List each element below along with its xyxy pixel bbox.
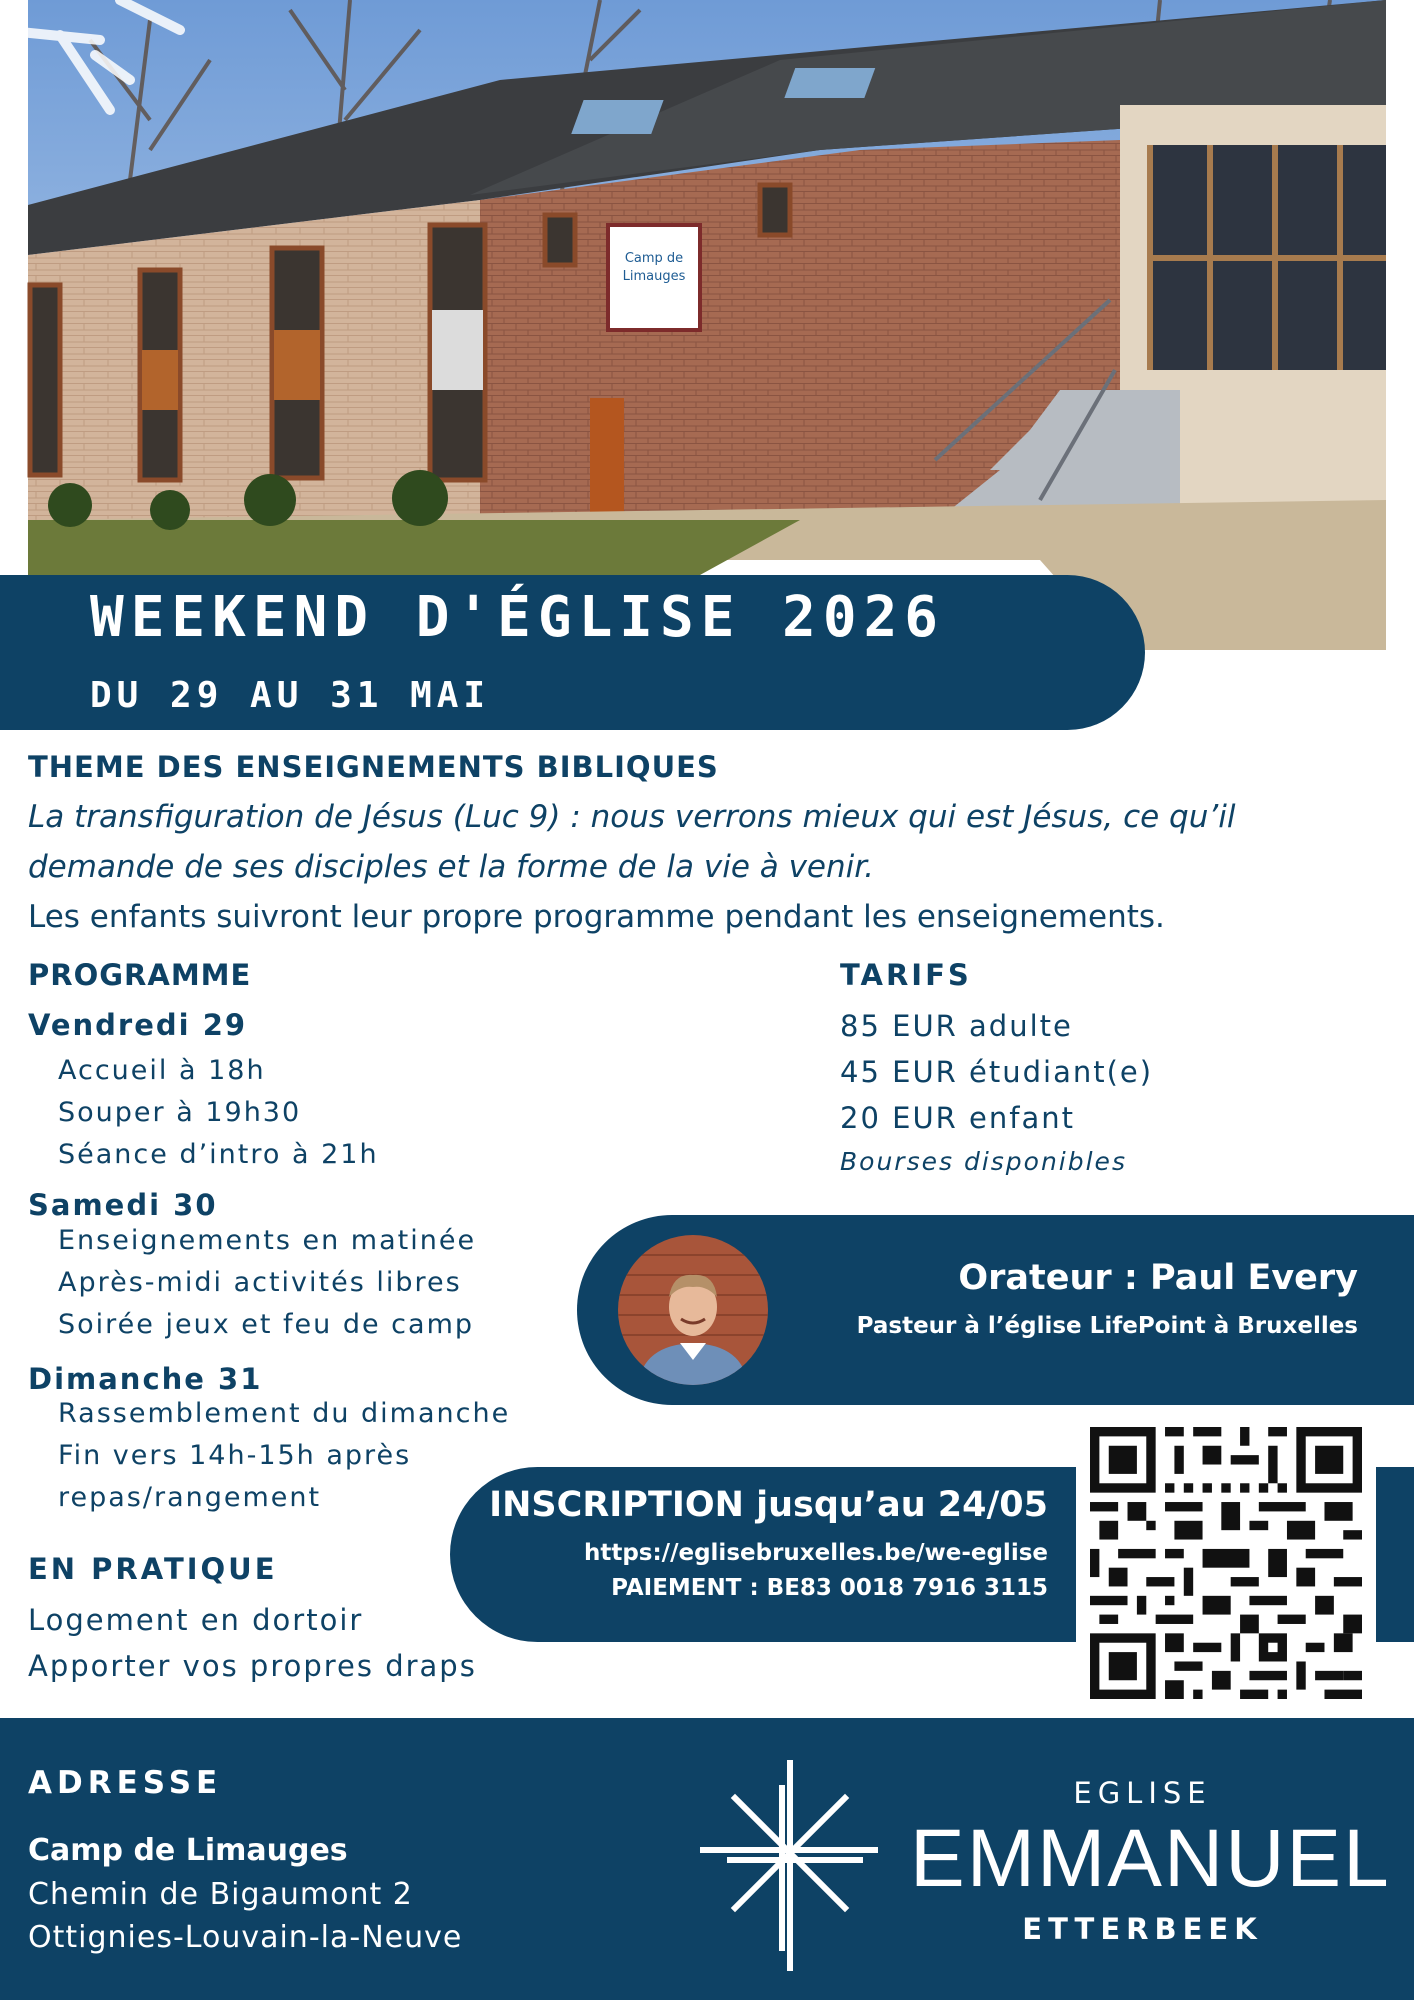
programme-saturday-list (58, 1220, 476, 1346)
tarif-item: 85 EUR adulte (840, 1009, 1073, 1043)
event-title: WEEKEND D'ÉGLISE 2026 (90, 585, 946, 650)
programme-sunday-list (58, 1393, 510, 1519)
programme-day-saturday: Samedi 30 (28, 1188, 218, 1222)
pratique-list (28, 1597, 477, 1689)
logo-etterbeek: ETTERBEEK (1022, 1912, 1263, 1946)
logo-emmanuel: EMMANUEL (910, 1813, 1391, 1904)
programme-item: Rassemblement du dimanche (58, 1398, 511, 1429)
programme-item: Fin vers 14h-15h après (58, 1440, 412, 1471)
speaker-portrait-icon (618, 1235, 768, 1385)
inscription-title: INSCRIPTION jusqu’au 24/05 (489, 1485, 1048, 1525)
theme-text (28, 792, 1388, 942)
programme-item: Souper à 19h30 (58, 1097, 302, 1128)
tarif-item: 20 EUR enfant (840, 1101, 1075, 1135)
cross-star-icon (700, 1758, 880, 1973)
pratique-item: Logement en dortoir (28, 1603, 364, 1637)
address-street: Chemin de Bigaumont 2 (28, 1877, 413, 1912)
inscription-link[interactable]: https://eglisebruxelles.be/we-eglise (583, 1540, 1048, 1566)
theme-description: La transfiguration de Jésus (Luc 9) : nous verrons mieux qui est Jésus, ce qu’il demande de ses disciples et la forme de la vie à venir. (28, 799, 1236, 885)
tarifs-heading: TARIFS (840, 958, 972, 992)
payment-info: PAIEMENT : BE83 0018 7916 3115 (611, 1575, 1048, 1601)
bourses-note: Bourses disponibles (840, 1147, 1127, 1176)
address-place: Camp de Limauges (28, 1833, 348, 1868)
programme-item: Après-midi activités libres (58, 1267, 462, 1298)
pratique-item: Apporter vos propres draps (28, 1649, 477, 1683)
hero-photo (0, 0, 1414, 660)
programme-item: Accueil à 18h (58, 1055, 266, 1086)
children-note: Les enfants suivront leur propre programme pendant les enseignements. (28, 899, 1165, 935)
tarifs-list (840, 1003, 1153, 1141)
speaker-name: Orateur : Paul Every (958, 1258, 1358, 1298)
programme-item: Enseignements en matinée (58, 1225, 477, 1256)
svg-text:Camp de: Camp de (624, 251, 684, 266)
speaker-role: Pasteur à l’église LifePoint à Bruxelles (856, 1313, 1358, 1339)
pratique-heading: EN PRATIQUE (28, 1552, 278, 1586)
event-dates: DU 29 AU 31 MAI (90, 675, 491, 716)
programme-friday-list (58, 1050, 379, 1176)
programme-heading: PROGRAMME (28, 958, 252, 992)
address-city: Ottignies-Louvain-la-Neuve (28, 1920, 463, 1955)
logo-eglise: EGLISE (1073, 1776, 1212, 1810)
programme-item: Soirée jeux et feu de camp (58, 1309, 475, 1340)
tarif-item: 45 EUR étudiant(e) (840, 1055, 1154, 1089)
svg-text:Limauges: Limauges (622, 269, 686, 284)
qr-code-icon (1090, 1427, 1362, 1699)
programme-item: Séance d’intro à 21h (58, 1139, 379, 1170)
programme-item: repas/rangement (58, 1482, 322, 1513)
programme-day-friday: Vendredi 29 (28, 1008, 248, 1042)
qr-code-container[interactable] (1076, 1413, 1376, 1713)
theme-heading: THEME DES ENSEIGNEMENTS BIBLIQUES (28, 750, 719, 784)
address-heading: ADRESSE (28, 1765, 223, 1801)
programme-day-sunday: Dimanche 31 (28, 1362, 263, 1396)
